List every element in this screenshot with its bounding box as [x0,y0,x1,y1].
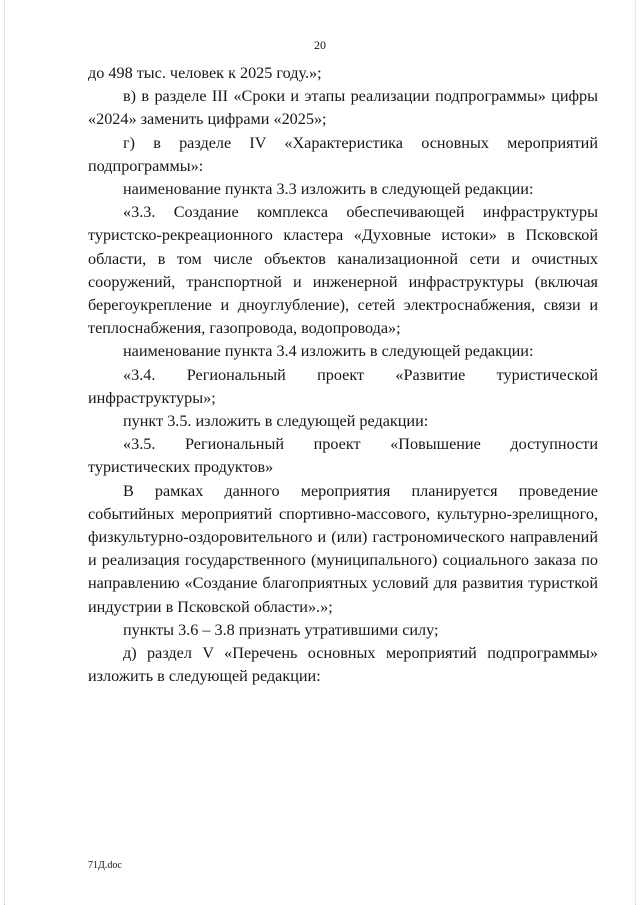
paragraph: В рамках данного мероприятия планируется проведение событийных мероприятий спортивно-массового, культурно-зрелищного, физкультурно-оздоровительного и (или) гастрономического направлений и реализация государственного (муниципального) социального заказа по направлению «Создание благоприятных условий для развития туристкой индустрии в Псковской области».»; [88,481,598,616]
footer-filename: 71Д.doc [88,860,122,871]
paragraph: в) в разделе III «Сроки и этапы реализации подпрограммы» цифры «2024» заменить цифрами «2025»; [88,87,598,129]
scan-edge-left [4,0,5,905]
paragraph: пункты 3.6 – 3.8 признать утратившими силу; [123,620,439,639]
paragraph: «3.5. Региональный проект «Повышение доступности туристических продуктов» [88,435,598,477]
paragraph: наименование пункта 3.3 изложить в следующей редакции: [123,180,534,199]
paragraph: до 498 тыс. человек к 2025 году.»; [88,64,322,82]
document-body [88,62,598,688]
paragraph: пункт 3.5. изложить в следующей редакции: [123,412,429,431]
paragraph: д) раздел V «Перечень основных мероприятий подпрограммы» изложить в следующей редакции: [88,644,598,686]
page-number: 20 [314,38,326,52]
paragraph: «3.4. Региональный проект «Развитие туристической инфраструктуры»; [88,365,598,407]
scan-edge-right [635,0,636,905]
paragraph: г) в разделе IV «Характеристика основных мероприятий подпрограммы»: [88,133,598,175]
paragraph: наименование пункта 3.4 изложить в следующей редакции: [123,342,534,361]
paragraph: «3.3. Создание комплекса обеспечивающей инфраструктуры туристско-рекреационного кластера «Духовные истоки» в Псковской области, в том числе объектов канализационной сети и очистных сооружений, транспортной и инженерной инфраструктуры (включая берегоукрепление и дноуглубление), сетей электроснабжения, связи и теплоснабжения, газопровода, водопровода»; [88,203,598,338]
